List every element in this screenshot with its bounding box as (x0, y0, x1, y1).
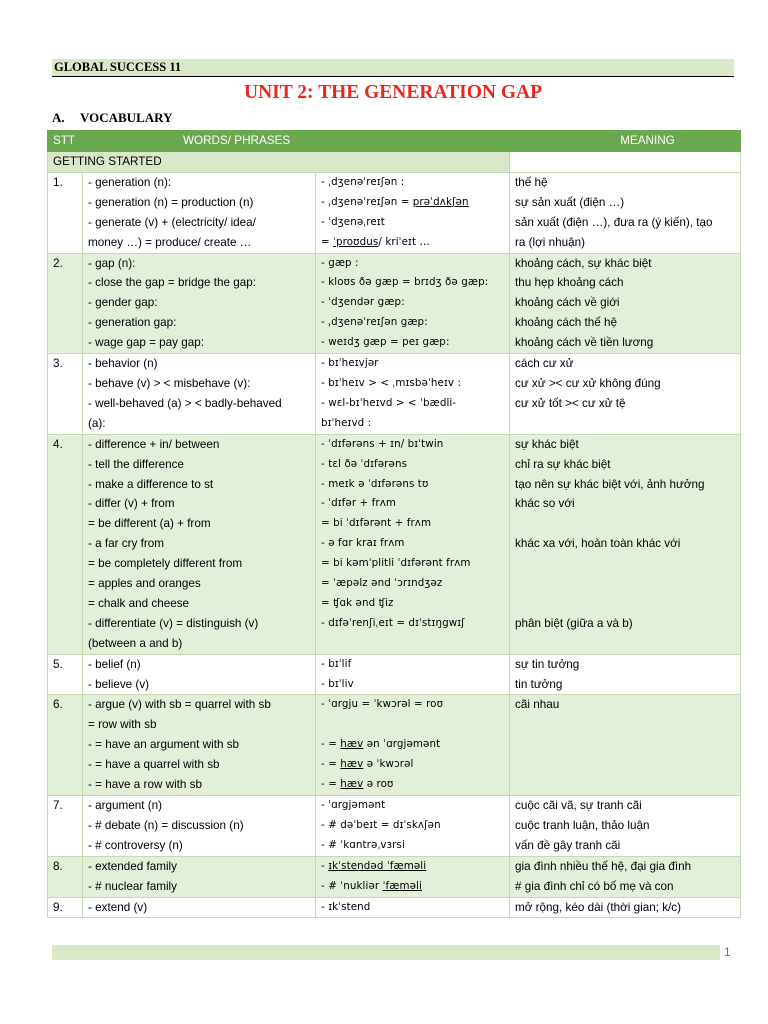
word-line: - tell the difference (88, 457, 184, 471)
table-row (48, 172, 741, 253)
word-line: - differentiate (v) = distinguish (v) (88, 616, 259, 630)
word-line: - # nuclear family (88, 879, 177, 893)
word-cell (83, 796, 316, 857)
meaning-line: khoảng cách về tiền lương (515, 336, 654, 350)
word-line: - # debate (n) = discussion (n) (88, 818, 244, 832)
phonetic-line: - ˌdʒenəˈreɪʃən gæp: (321, 316, 428, 329)
meaning-line: mở rộng, kéo dài (thời gian; k/c) (515, 900, 682, 914)
meaning-line: tạo nên sự khác biệt với, ảnh hưởng (515, 477, 705, 491)
table-row (48, 654, 741, 695)
row-number: 2. (48, 253, 83, 354)
meaning-line: khoảng cách thế hệ (515, 316, 618, 330)
word-line: = row with sb (88, 718, 157, 732)
phonetic-line: - ˌdʒenəˈreɪʃən = prəˈdʌkʃən (321, 195, 469, 208)
section-name: VOCABULARY (80, 110, 173, 125)
word-line: - wage gap = pay gap: (88, 336, 204, 350)
meaning-cell (510, 796, 741, 857)
word-line: = be completely different from (88, 557, 243, 571)
phonetic-line: - bɪˈheɪv > < ˌmɪsbəˈheɪv : (321, 376, 462, 389)
header-stt: STT (48, 131, 83, 152)
meaning-line: cách cư xử (515, 357, 574, 371)
table-row (48, 796, 741, 857)
meaning-line: sự khác biệt (515, 437, 579, 451)
phonetic-line: - ˈɑrgjəmənt (321, 799, 386, 811)
meaning-line: thu hẹp khoảng cách (515, 276, 624, 290)
phonetic-line: - ˈdʒenəˌreɪt (321, 215, 385, 228)
meaning-line (515, 594, 735, 614)
meaning-line: # gia đình chỉ có bố mẹ và con (515, 879, 674, 893)
section-letter: A. (52, 110, 65, 125)
subheading-blank (510, 152, 741, 173)
phonetic-line: - ˈdɪfərəns + ɪn/ bɪˈtwin (321, 437, 444, 450)
meaning-line (515, 574, 735, 594)
word-line: - belief (n) (88, 657, 141, 671)
word-cell (83, 695, 316, 796)
phonetic-line: - dɪfəˈrenʃiˌeɪt = dɪˈstɪŋgwɪʃ (321, 616, 465, 629)
meaning-line: cuộc cãi vã, sự tranh cãi (515, 799, 642, 812)
phonetic-line: - tɛl ðə ˈdɪfərəns (321, 457, 408, 470)
word-cell (83, 172, 316, 253)
word-line: - behave (v) > < misbehave (v): (88, 376, 251, 390)
word-cell (83, 654, 316, 695)
word-line: (between a and b) (88, 636, 183, 650)
word-line: - generation (n) = production (n) (88, 195, 254, 209)
meaning-line (515, 755, 735, 775)
row-number: 3. (48, 354, 83, 435)
phonetic-line: - = hæv ən ˈɑrgjəmənt (321, 738, 441, 751)
section-title (52, 110, 172, 126)
phonetic-line: - # ˈkɑntrəˌvɜrsi (321, 838, 405, 851)
phonetic-line: bɪˈheɪvd : (321, 416, 372, 429)
word-line: - argument (n) (88, 799, 163, 812)
word-line: money …) = produce/ create … (88, 235, 252, 249)
word-line: - well-behaved (a) > < badly-behaved (88, 396, 282, 410)
meaning-line (515, 414, 735, 434)
table-row (48, 434, 741, 654)
meaning-cell (510, 172, 741, 253)
word-cell (83, 354, 316, 435)
phonetic-cell (316, 695, 510, 796)
meaning-line: gia đình nhiều thế hệ, đại gia đình (515, 859, 692, 873)
phonetic-cell (316, 856, 510, 897)
word-cell (83, 897, 316, 918)
meaning-cell (510, 253, 741, 354)
phonetic-line: - ɪkˈstend (321, 900, 371, 913)
phonetic-line: - wɛl-bɪˈheɪvd > < ˈbædli- (321, 396, 457, 409)
meaning-line: thế hệ (515, 175, 548, 189)
phonetic-line: - ˈdɪfər + frʌm (321, 497, 397, 510)
phonetic-line (321, 715, 504, 735)
meaning-line: chỉ ra sự khác biệt (515, 457, 611, 471)
word-line: - behavior (n) (88, 357, 158, 371)
row-number: 1. (48, 172, 83, 253)
word-line: (a): (88, 416, 106, 430)
phonetic-cell (316, 434, 510, 654)
meaning-cell (510, 695, 741, 796)
phonetic-cell (316, 354, 510, 435)
phonetic-line: - bɪˈlif (321, 657, 352, 670)
word-line: - extended family (88, 859, 177, 873)
phonetic-line: - = hæv ə roʊ (321, 778, 394, 791)
meaning-line: phân biệt (giữa a và b) (515, 616, 633, 630)
phonetic-line: = ʧɑk ənd ʧiz (321, 596, 394, 609)
meaning-line: khoảng cách, sự khác biệt (515, 256, 652, 270)
phonetic-line: - = hæv ə ˈkwɔrəl (321, 758, 414, 771)
table-row (48, 897, 741, 918)
meaning-line: vấn đề gây tranh cãi (515, 838, 621, 852)
meaning-cell (510, 354, 741, 435)
word-line: - gap (n): (88, 256, 136, 270)
word-cell (83, 856, 316, 897)
vocabulary-table (47, 130, 741, 918)
word-line: = apples and oranges (88, 577, 201, 591)
meaning-line: khoảng cách về giới (515, 296, 620, 310)
row-number: 6. (48, 695, 83, 796)
phonetic-line: = ˈæpəlz ənd ˈɔrɪndʒəz (321, 577, 443, 590)
table-row (48, 695, 741, 796)
header-words: WORDS/ PHRASES (83, 131, 316, 152)
word-line: - generation gap: (88, 316, 177, 330)
phonetic-line: - kloʊs ðə gæp = brɪdʒ ðə gæp: (321, 276, 489, 289)
word-line: - extend (v) (88, 900, 148, 914)
subheading-row (48, 152, 741, 173)
meaning-line: khác xa với, hoàn toàn khác với (515, 537, 681, 551)
word-line: - = have an argument with sb (88, 738, 240, 752)
page-number: 1 (724, 945, 731, 959)
meaning-line (515, 634, 735, 654)
phonetic-line: = bi ˈdɪfərənt + frʌm (321, 517, 432, 530)
word-line: - argue (v) with sb = quarrel with sb (88, 698, 271, 712)
phonetic-line: - ə fɑr kraɪ frʌm (321, 537, 405, 550)
meaning-cell (510, 434, 741, 654)
word-line: - differ (v) + from (88, 497, 175, 511)
meaning-line: tin tưởng (515, 677, 563, 691)
table-row (48, 856, 741, 897)
word-line: - = have a row with sb (88, 778, 203, 792)
header-bar (52, 59, 734, 77)
table-row (48, 354, 741, 435)
meaning-line: cãi nhau (515, 698, 560, 712)
word-line: = be different (a) + from (88, 517, 211, 531)
header-title: GLOBAL SUCCESS 11 (54, 60, 182, 74)
meaning-line: sản xuất (điện …), đưa ra (ý kiến), tạo (515, 215, 713, 229)
row-number: 9. (48, 897, 83, 918)
phonetic-line: = bi kəmˈplitli ˈdɪfərənt frʌm (321, 557, 471, 570)
phonetic-line: - ˌdʒenəˈreɪʃən : (321, 175, 405, 188)
phonetic-line: - ˈɑrgju = ˈkwɔrəl = roʊ (321, 698, 444, 711)
phonetic-line: - # dəˈbeɪt = dɪˈskʌʃən (321, 818, 441, 831)
meaning-line: sự sản xuất (điện …) (515, 195, 625, 209)
word-line: - make a difference to st (88, 477, 214, 491)
footer-bar (52, 945, 720, 960)
phonetic-cell (316, 796, 510, 857)
phonetic-line: - meɪk ə ˈdɪfərəns tʊ (321, 477, 429, 490)
word-line: - believe (v) (88, 677, 150, 691)
subheading: GETTING STARTED (48, 152, 510, 173)
header-meaning: MEANING (510, 131, 741, 152)
meaning-cell (510, 856, 741, 897)
table-row (48, 253, 741, 354)
phonetic-line: - bɪˈliv (321, 677, 354, 690)
phonetic-cell (316, 897, 510, 918)
word-line: - a far cry from (88, 537, 164, 551)
phonetic-cell (316, 172, 510, 253)
table-header-row (48, 131, 741, 152)
meaning-line: khác so với (515, 497, 575, 511)
word-cell (83, 253, 316, 354)
phonetic-line: - ɪkˈstendəd ˈfæməli (321, 859, 427, 872)
word-line: - difference + in/ between (88, 437, 220, 451)
row-number: 8. (48, 856, 83, 897)
phonetic-cell (316, 654, 510, 695)
word-line: - gender gap: (88, 296, 158, 310)
phonetic-line (321, 634, 504, 654)
word-line: - close the gap = bridge the gap: (88, 276, 256, 290)
word-cell (83, 434, 316, 654)
meaning-line (515, 715, 735, 735)
meaning-line: sự tin tưởng (515, 657, 580, 671)
meaning-cell (510, 897, 741, 918)
meaning-cell (510, 654, 741, 695)
row-number: 7. (48, 796, 83, 857)
meaning-line (515, 554, 735, 574)
phonetic-cell (316, 253, 510, 354)
phonetic-line: - weɪdʒ gæp = peɪ gæp: (321, 336, 450, 349)
meaning-line (515, 775, 735, 795)
word-line: - generation (n): (88, 175, 172, 189)
phonetic-line: - ˈdʒendər gæp: (321, 296, 405, 309)
meaning-line (515, 735, 735, 755)
unit-title: UNIT 2: THE GENERATION GAP (244, 82, 542, 103)
header-spacer (316, 131, 510, 152)
phonetic-line: - bɪˈheɪvjər (321, 357, 379, 370)
word-line: = chalk and cheese (88, 596, 190, 610)
word-line: - generate (v) + (electricity/ idea/ (88, 215, 256, 229)
word-line: - = have a quarrel with sb (88, 758, 220, 772)
phonetic-line: = ˈproʊdus/ kriˈeɪt … (321, 235, 430, 248)
row-number: 4. (48, 434, 83, 654)
meaning-line: cư xử >< cư xử không đúng (515, 376, 661, 390)
phonetic-line: - gæp : (321, 256, 359, 269)
meaning-line: ra (lợi nhuận) (515, 235, 586, 249)
meaning-line (515, 514, 735, 534)
meaning-line: cuộc tranh luận, thảo luận (515, 818, 650, 832)
row-number: 5. (48, 654, 83, 695)
word-line: - # controversy (n) (88, 838, 183, 852)
phonetic-line: - # ˈnukliər ˈfæməli (321, 879, 422, 892)
meaning-line: cư xử tốt >< cư xử tệ (515, 396, 626, 410)
